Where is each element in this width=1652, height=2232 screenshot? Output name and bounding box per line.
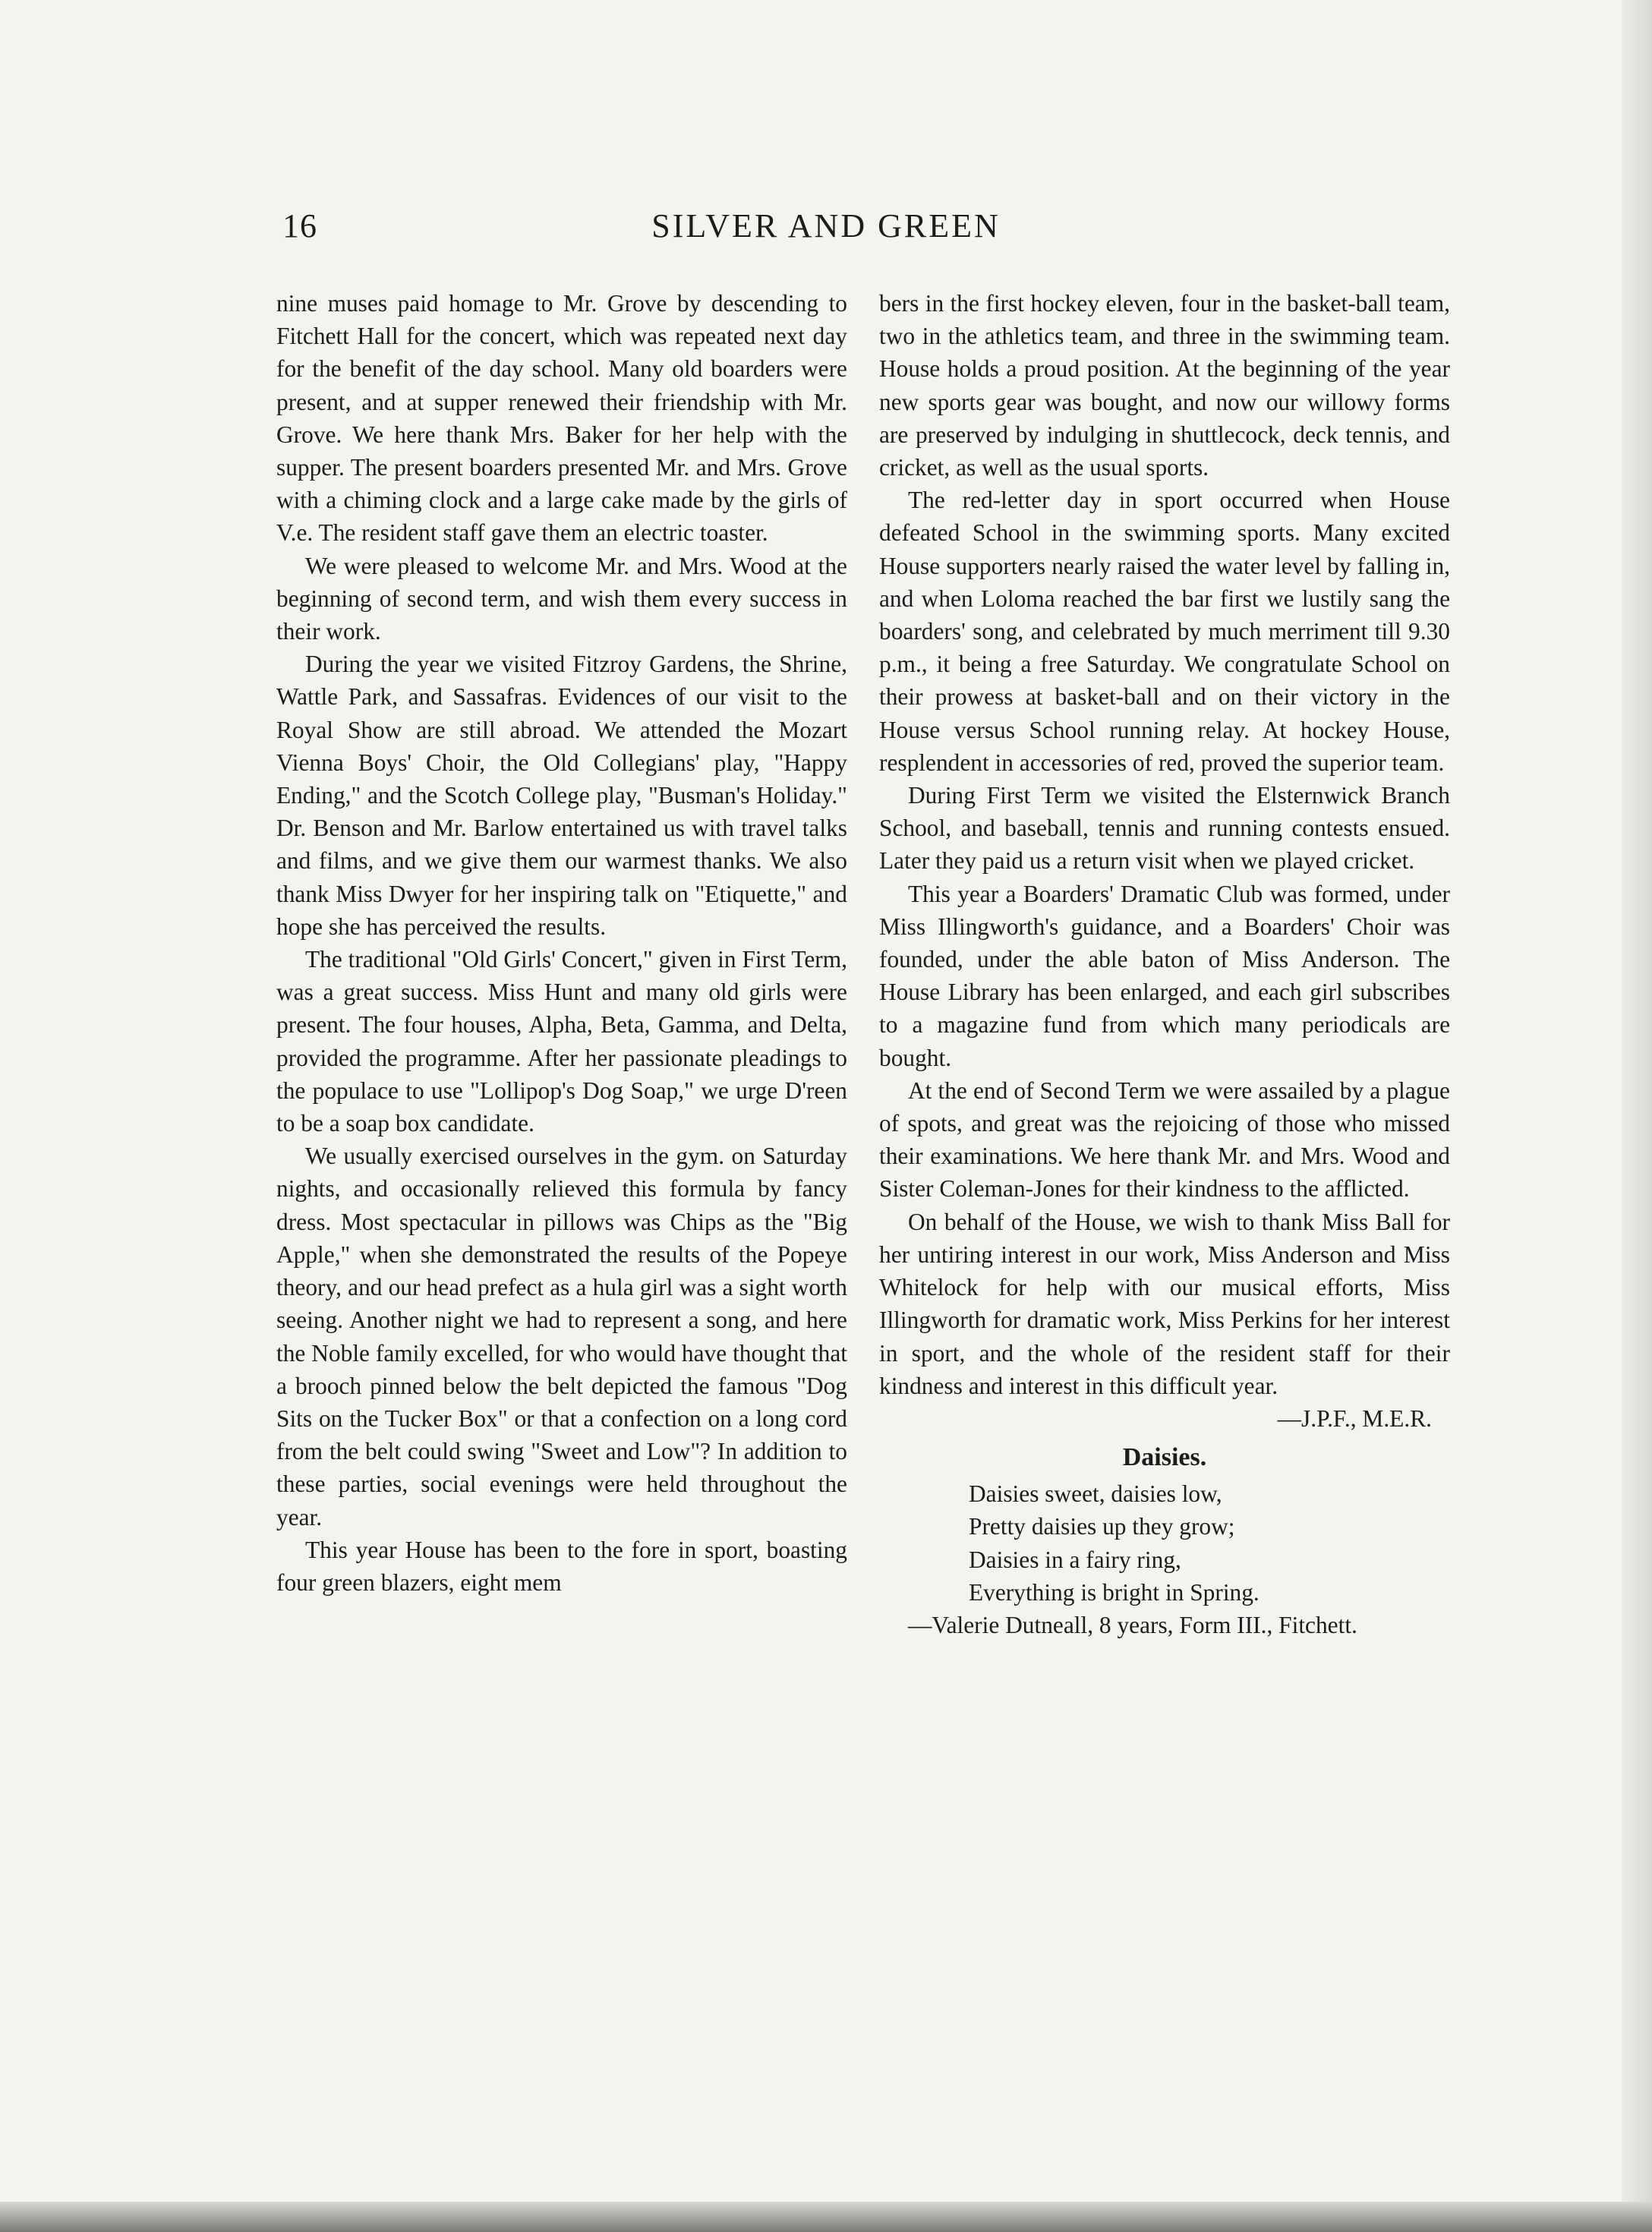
running-title: SILVER AND GREEN: [651, 207, 1001, 244]
poem-line: Daisies in a fairy ring,: [969, 1546, 1181, 1573]
page-number: 16: [282, 207, 317, 244]
poem-credit: —Valerie Dutneall, 8 years, Form III., Fitchett.: [908, 1611, 1357, 1638]
article-signature: —J.P.F., M.E.R.: [1277, 1404, 1432, 1432]
paragraph: bers in the first hockey eleven, four in the basket-ball team, two in the athletics team, and three in the swimming team. House holds a proud position. At the beginning of the year new sports gear was bought, and now our willowy forms are preserved by indulging in shuttlecock, deck tennis, and cricket, as well as the usual sports.: [879, 290, 1450, 481]
paragraph: This year House has been to the fore in sport, boasting four green blazers, eight mem: [276, 1536, 847, 1596]
right-column: [879, 287, 1450, 1641]
page-bottom-shadow: [0, 2202, 1652, 2232]
paragraph: During First Term we visited the Elsternwick Branch School, and baseball, tennis and running contests ensued. Later they paid us a return visit when we played cricket.: [879, 782, 1450, 875]
paragraph: At the end of Second Term we were assailed by a plague of spots, and great was the rejoicing of those who missed their examinations. We here thank Mr. and Mrs. Wood and Sister Coleman-Jones for their kindness to the afflicted.: [879, 1077, 1450, 1203]
paragraph: During the year we visited Fitzroy Gardens, the Shrine, Wattle Park, and Sassafras. Evidences of our visit to the Royal Show are still abroad. We attended the Mozart Vienna Boys' Choir, the Old Collegians' play, "Happy Ending," and the Scotch College play, "Busman's Holiday." Dr. Benson and Mr. Barlow entertained us with travel talks and films, and we give them our warmest thanks. We also thank Miss Dwyer for her inspiring talk on "Etiquette," and hope she has perceived the results.: [276, 651, 847, 940]
paragraph: This year a Boarders' Dramatic Club was formed, under Miss Illingworth's guidance, and a Boarders' Choir was founded, under the able baton of Miss Anderson. The House Library has been enlarged, and each girl subscribes to a magazine fund from which many periodicals are bought.: [879, 880, 1450, 1071]
left-column: [276, 287, 847, 1599]
paragraph: On behalf of the House, we wish to thank Miss Ball for her untiring interest in our work, Miss Anderson and Miss Whitelock for help with our musical efforts, Miss Illingworth for dramatic work, Miss Perkins for her interest in sport, and the whole of the resident staff for their kindness and interest in this difficult year.: [879, 1208, 1450, 1399]
poem-line: Everything is bright in Spring.: [969, 1578, 1259, 1606]
paragraph: nine muses paid homage to Mr. Grove by descending to Fitchett Hall for the concert, which was repeated next day for the benefit of the day school. Many old boarders were present, and at supper renewed their friendship with Mr. Grove. We here thank Mrs. Baker for her help with the supper. The present boarders presented Mr. and Mrs. Grove with a chiming clock and a large cake made by the girls of V.e. The resident staff gave them an electric toaster.: [276, 290, 847, 547]
poem-line: Pretty daisies up they grow;: [969, 1513, 1235, 1540]
paragraph: We were pleased to welcome Mr. and Mrs. Wood at the beginning of second term, and wish them every success in their work.: [276, 552, 847, 645]
poem-line: Daisies sweet, daisies low,: [969, 1480, 1222, 1508]
paragraph: We usually exercised ourselves in the gym. on Saturday nights, and occasionally relieved this formula by fancy dress. Most spectacular in pillows was Chips as the "Big Apple," when she demonstrated the results of the Popeye theory, and our head prefect as a hula girl was a sight worth seeing. Another night we had to represent a song, and here the Noble family excelled, for who would have thought that a brooch pinned below the belt depicted the famous "Dog Sits on the Tucker Box" or that a confection on a long cord from the belt could swing "Sweet and Low"? In addition to these parties, social evenings were held throughout the year.: [276, 1143, 847, 1531]
poem-title: Daisies.: [1122, 1443, 1207, 1472]
poem: [879, 1441, 1450, 1641]
paragraph: The red-letter day in sport occurred when House defeated School in the swimming sports. Many excited House supporters nearly raised the water level by falling in, and when Loloma reached the bar first we lustily sang the boarders' song, and celebrated by much merriment till 9.30 p.m., it being a free Saturday. We congratulate School on their prowess at basket-ball and on their victory in the House versus School running relay. At hockey House, resplendent in accessories of red, proved the superior team.: [879, 487, 1450, 776]
page-edge-shadow: [1622, 0, 1652, 2232]
paragraph: The traditional "Old Girls' Concert," given in First Term, was a great success. Miss Hunt and many old girls were present. The four houses, Alpha, Beta, Gamma, and Delta, provided the programme. After her passionate pleadings to the populace to use "Lollipop's Dog Soap," we urge D'reen to be a soap box candidate.: [276, 946, 847, 1137]
